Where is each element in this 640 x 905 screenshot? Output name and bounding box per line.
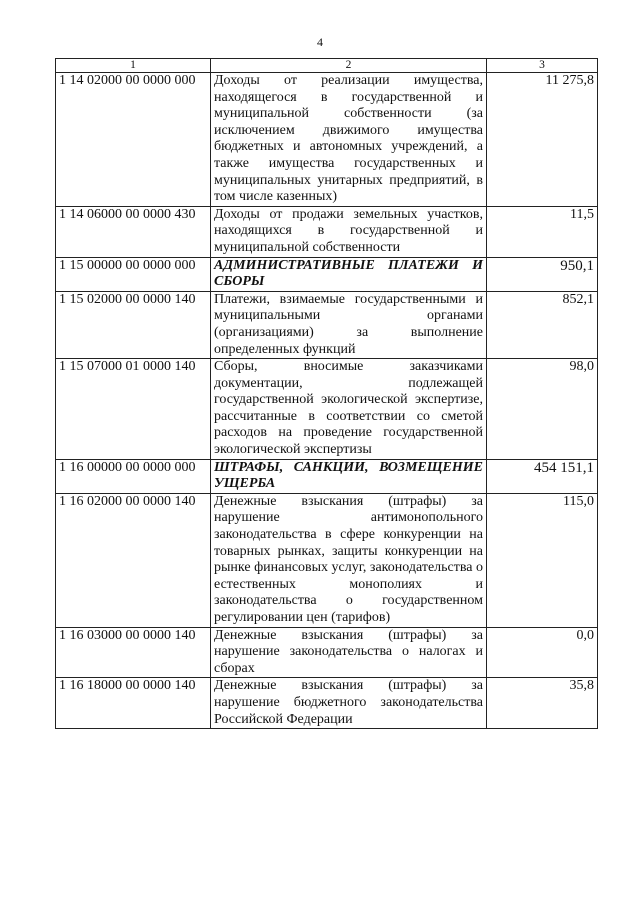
header-col-2: 2 bbox=[211, 59, 487, 73]
table-row bbox=[56, 627, 598, 678]
revenue-code: 1 15 00000 00 0000 000 bbox=[56, 257, 211, 291]
revenue-amount: 98,0 bbox=[487, 359, 598, 460]
revenue-description: ШТРАФЫ, САНКЦИИ, ВОЗМЕЩЕНИЕ УЩЕРБА bbox=[211, 459, 487, 493]
revenue-code: 1 14 06000 00 0000 430 bbox=[56, 206, 211, 257]
revenue-amount: 35,8 bbox=[487, 678, 598, 729]
revenue-description: Денежные взыскания (штрафы) за нарушение законодательства о налогах и сборах bbox=[211, 627, 487, 678]
revenue-description: Денежные взыскания (штрафы) за нарушение бюджетного законодательства Российской Федерации bbox=[211, 678, 487, 729]
revenue-amount: 11,5 bbox=[487, 206, 598, 257]
revenue-code: 1 15 07000 01 0000 140 bbox=[56, 359, 211, 460]
revenue-code: 1 16 02000 00 0000 140 bbox=[56, 493, 211, 627]
revenue-amount: 454 151,1 bbox=[487, 459, 598, 493]
table-row bbox=[56, 73, 598, 207]
header-col-3: 3 bbox=[487, 59, 598, 73]
table-row bbox=[56, 459, 598, 493]
revenue-code: 1 16 18000 00 0000 140 bbox=[56, 678, 211, 729]
revenue-description: АДМИНИСТРАТИВНЫЕ ПЛАТЕЖИ И СБОРЫ bbox=[211, 257, 487, 291]
revenue-amount: 950,1 bbox=[487, 257, 598, 291]
revenue-description: Доходы от реализации имущества, находящегося в государственной и муниципальной собственности (за исключением движимого имущества бюджетных и автономных учреждений, а также имущества государственных и муниципальных унитарных предприятий, в том числе казенных) bbox=[211, 73, 487, 207]
revenue-code: 1 16 03000 00 0000 140 bbox=[56, 627, 211, 678]
revenue-description: Денежные взыскания (штрафы) за нарушение антимонопольного законодательства в сфере конкуренции на товарных рынках, защиты конкуренции на рынке финансовых услуг, законодательства о естественных монополиях и законодательства о государственном регулировании цен (тарифов) bbox=[211, 493, 487, 627]
table-row bbox=[56, 493, 598, 627]
revenue-table bbox=[55, 58, 598, 729]
revenue-amount: 0,0 bbox=[487, 627, 598, 678]
table-header-row bbox=[56, 59, 598, 73]
revenue-code: 1 14 02000 00 0000 000 bbox=[56, 73, 211, 207]
table-row bbox=[56, 678, 598, 729]
table-row bbox=[56, 359, 598, 460]
table-row bbox=[56, 206, 598, 257]
revenue-description: Сборы, вносимые заказчиками документации, подлежащей государственной экологической экспертизе, рассчитанные в соответствии со сметой расходов на проведение государственной экологической экспертизы bbox=[211, 359, 487, 460]
revenue-description: Доходы от продажи земельных участков, находящихся в государственной и муниципальной собственности bbox=[211, 206, 487, 257]
header-col-1: 1 bbox=[56, 59, 211, 73]
table-row bbox=[56, 257, 598, 291]
revenue-amount: 115,0 bbox=[487, 493, 598, 627]
revenue-code: 1 16 00000 00 0000 000 bbox=[56, 459, 211, 493]
revenue-amount: 11 275,8 bbox=[487, 73, 598, 207]
revenue-description: Платежи, взимаемые государственными и муниципальными органами (организациями) за выполнение определенных функций bbox=[211, 291, 487, 358]
table-row bbox=[56, 291, 598, 358]
revenue-code: 1 15 02000 00 0000 140 bbox=[56, 291, 211, 358]
page-number: 4 bbox=[317, 35, 323, 49]
revenue-amount: 852,1 bbox=[487, 291, 598, 358]
